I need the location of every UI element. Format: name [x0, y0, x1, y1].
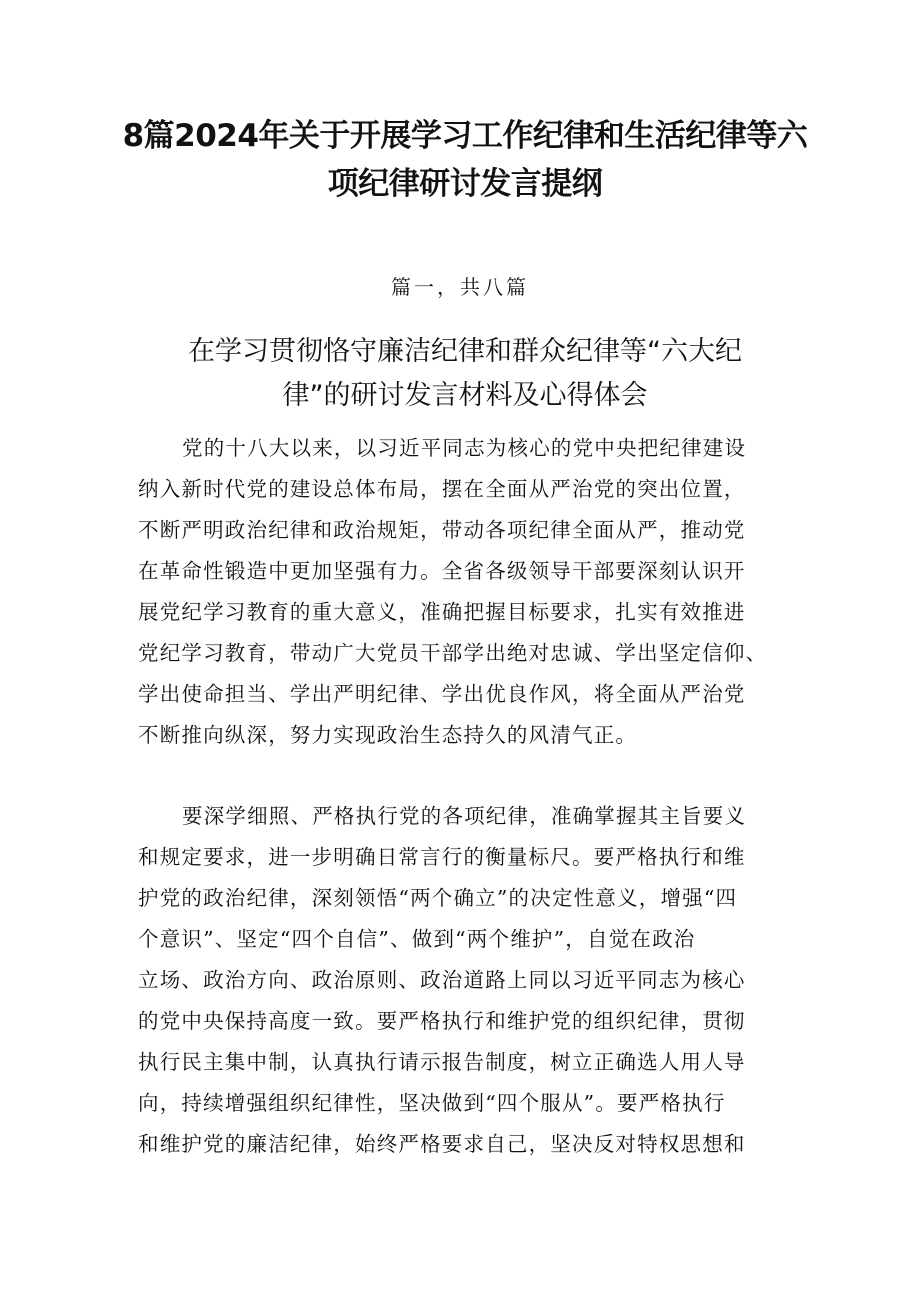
paragraph-line: 纳入新时代党的建设总体布局，摆在全面从严治党的突出位置，	[138, 477, 746, 501]
paragraph-line: 学出使命担当、学出严明纪律、学出优良作风，将全面从严治党	[138, 682, 746, 706]
paragraph-line: 党纪学习教育，带动广大党员干部学出绝对忠诚、学出坚定信仰、	[138, 641, 768, 665]
section-label: 篇一，共八篇	[391, 275, 529, 299]
paragraph-line: 不断推向纵深，努力实现政治生态持久的风清气正。	[138, 723, 638, 747]
paragraph-line: 向，持续增强组织纪律性，坚决做到“四个服从”。要严格执行	[138, 1091, 726, 1115]
paragraph-line: 立场、政治方向、政治原则、政治道路上同以习近平同志为核心	[138, 968, 746, 992]
paragraph-line: 和维护党的廉洁纪律，始终严格要求自己，坚决反对特权思想和	[138, 1132, 746, 1156]
document-title	[120, 112, 810, 208]
paragraph-line: 不断严明政治纪律和政治规矩，带动各项纪律全面从严，推动党	[138, 518, 746, 542]
paragraph-line: 党的十八大以来，以习近平同志为核心的党中央把纪律建设	[182, 436, 747, 460]
section-title-line: 在学习贯彻恪守廉洁纪律和群众纪律等“六大纪	[188, 336, 742, 367]
paragraph-line: 的党中央保持高度一致。要严格执行和维护党的组织纪律，贯彻	[138, 1009, 746, 1033]
paragraph-line: 个意识”、坚定“四个自信”、做到“两个维护”，自觉在政治	[138, 927, 696, 951]
body-paragraph	[138, 796, 798, 1165]
paragraph-line: 展党纪学习教育的重大意义，准确把握目标要求，扎实有效推进	[138, 600, 746, 624]
paragraph-line: 执行民主集中制，认真执行请示报告制度，树立正确选人用人导	[138, 1050, 746, 1074]
document-title-line: 8篇2024年关于开展学习工作纪律和生活纪律等六	[122, 118, 808, 154]
body-paragraph	[138, 428, 798, 756]
section-title	[140, 330, 790, 418]
paragraph-line: 要深学细照、严格执行党的各项纪律，准确掌握其主旨要义	[182, 804, 747, 828]
section-title-line: 律”的研讨发言材料及心得体会	[282, 380, 648, 411]
paragraph-line: 护党的政治纪律，深刻领悟“两个确立”的决定性意义，增强“四	[138, 886, 738, 910]
paragraph-line: 和规定要求，进一步明确日常言行的衡量标尺。要严格执行和维	[138, 845, 746, 869]
document-title-line: 项纪律研讨发言提纲	[327, 166, 603, 202]
paragraph-line: 在革命性锻造中更加坚强有力。全省各级领导干部要深刻认识开	[138, 559, 746, 583]
